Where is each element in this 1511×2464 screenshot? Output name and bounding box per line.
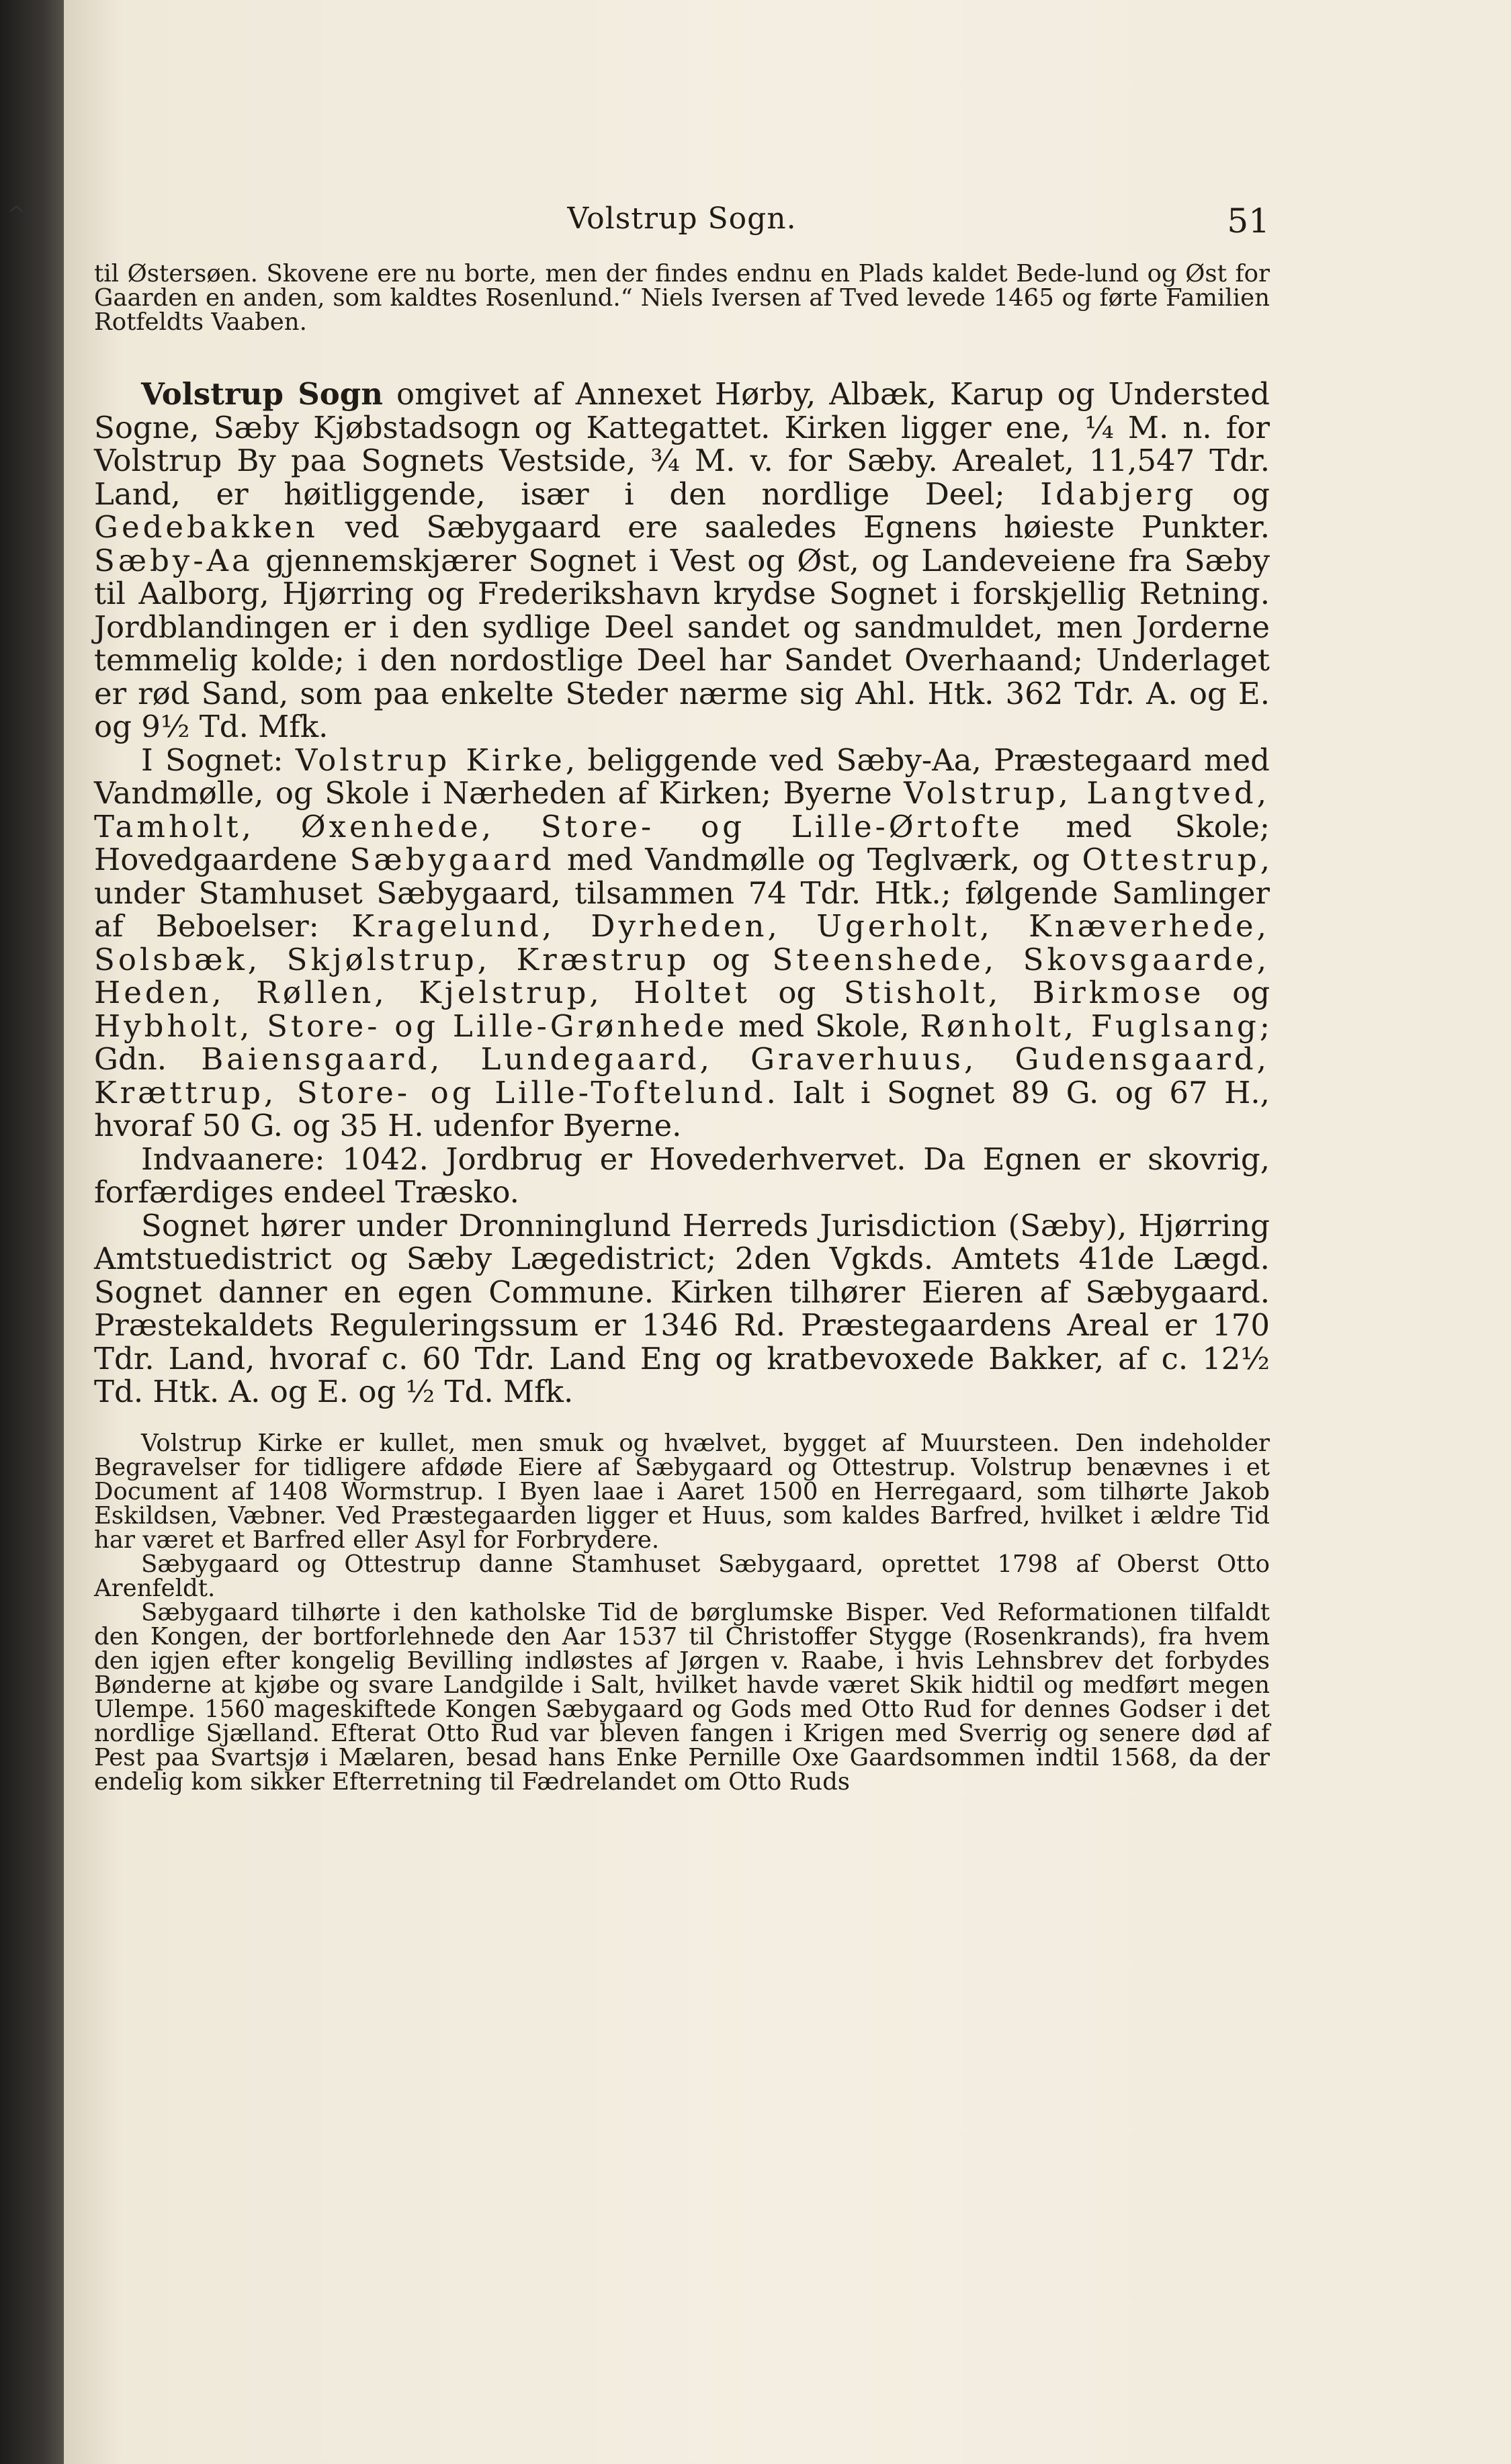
section-text: og [1197, 476, 1270, 512]
place-name: Hybholt, Store- og Lille-Grønhede [94, 1008, 728, 1044]
page-header [94, 202, 1270, 262]
note-paragraph: Sæbygaard og Ottestrup danne Stamhuset Sæbygaard, oprettet 1798 af Oberst Otto Arenfeldt. [94, 1550, 1270, 1602]
sogn-text: I Sognet: [141, 742, 296, 778]
place-name: Stisholt, Birkmose [843, 975, 1205, 1010]
place-name: Volstrup Kirke [295, 742, 566, 778]
sogn-text: og [689, 941, 773, 977]
sogn-text: ; Gdn. [94, 1008, 1270, 1077]
section-text: omgivet af Annexet Hørby, Albæk, Karup og Understed Sogne, Sæby Kjøbstadsogn og Kattegattet. Kirken ligger ene, ¼ M. n. for Volstrup By paa Sognets Vestside, ¾ M. v. for Sæby. Arealet, 11,547 Tdr. Land, er høitliggende, især i den nordlige Deel; [94, 376, 1270, 512]
section-heading: Volstrup Sogn [141, 376, 383, 412]
place-name: Idabjerg [1040, 476, 1197, 512]
sogn-text: med Skole, [728, 1008, 920, 1044]
book-binding [0, 0, 64, 2464]
note-paragraph: Volstrup Kirke er kullet, men smuk og hvælvet, bygget af Muursteen. Den indeholder Begravelser for tidligere afdøde Eiere af Sæbygaard og Ottestrup. Volstrup benævnes i et Document af 1408 Wormstrup. I Byen laae i Aaret 1500 en Herregaard, som tilhørte Jakob Eskildsen, Væbner. Ved Præstegaarden ligger et Huus, som kaldes Barfred, hvilket i ældre Tid har været et Barfred eller Asyl for Forbrydere. [94, 1429, 1270, 1554]
running-title: Volstrup Sogn. [567, 202, 797, 236]
sogn-text: med Vandmølle og Teglværk, og [554, 842, 1082, 877]
population-paragraph: Indvaanere: 1042. Jordbrug er Hovederhvervet. Da Egnen er skovrig, forfærdiges endeel Træsko. [94, 1141, 1270, 1210]
book-page [64, 0, 1511, 2464]
place-name: Volstrup, Langtved, Tamholt, Øxenhede, Store- og Lille-Ørtofte [94, 775, 1270, 844]
place-name: Sæby-Aa [94, 542, 253, 578]
intro-paragraph [94, 262, 1270, 335]
note-paragraph: Sæbygaard tilhørte i den katholske Tid de børglumske Bisper. Ved Reformationen tilfaldt den Kongen, der bortforlehnede den Aar 1537 til Christoffer Stygge (Rosenkrands), fra hvem den igjen efter kongelig Bevilling indløstes af Jørgen v. Raabe, i hvis Lehnsbrev det forbydes Bønderne at kjøbe og svare Landgilde i Salt, hvilket havde været Skik hidtil og medført megen Ulempe. 1560 mageskiftede Kongen Sæbygaard og Gods med Otto Rud for dennes Godser i det nordlige Sjælland. Efterat Otto Rud var bleven fangen i Krigen med Sverrig og senere død af Pest paa Svartsjø i Mælaren, besad hans Enke Pernille Oxe Gaardsommen indtil 1568, da der endelig kom sikker Efterretning til Fædrelandet om Otto Ruds [94, 1598, 1270, 1796]
place-name: Ottestrup [1082, 842, 1260, 877]
intro-line: lund og Øst for Gaarden en anden, som kaldtes Rosenlund.“ Niels Iversen af [94, 260, 1270, 312]
intro-line: Tved levede 1465 og førte Familien Rotfeldts Vaaben. [94, 284, 1270, 336]
place-name: Steenshede, Skovsgaarde, Heden, Røllen, Kjelstrup, Holtet [94, 941, 1270, 1010]
section-text: gjennemskjærer Sognet i Vest og Øst, og Landeveiene fra Sæby til Aalborg, Hjørring og Frederikshavn krydse Sognet i forskjellig Retning. Jordblandingen er i den sydlige Deel sandet og sandmuldet, men Jorderne temmelig kolde; i den nordostlige Deel har Sandet Overhaand; Underlaget er rød Sand, som paa enkelte Steder nærme sig Ahl. Htk. 362 Tdr. A. og E. og 9½ Td. Mfk. [94, 542, 1270, 744]
sogn-text: og [750, 975, 844, 1010]
page-number: 51 [1227, 202, 1270, 240]
place-name: Baiensgaard, Lundegaard, Graverhuus, Gudensgaard, Krættrup, Store- og Lille-Toftelund [94, 1041, 1270, 1110]
section-text: ved Sæbygaard ere saaledes Egnens høieste Punkter. [318, 509, 1270, 545]
sogn-text: . Ialt i Sognet 89 G. og 67 H., hvoraf 50 G. og 35 H. udenfor Byerne. [94, 1074, 1270, 1143]
page-content [94, 202, 1270, 1794]
place-name: Sæbygaard [349, 842, 555, 877]
sogn-text: , beliggende ved Sæby-Aa, Præstegaard med Vandmølle, og Skole i Nærheden af Kirken; Byerne [94, 742, 1270, 811]
section-paragraph [94, 378, 1270, 744]
place-name: Gedebakken [94, 509, 318, 545]
place-name: Rønholt, Fuglsang [920, 1008, 1260, 1044]
sogn-text: og [1204, 975, 1270, 1010]
sogn-paragraph [94, 744, 1270, 1143]
margin-mark: ^ [7, 202, 26, 228]
sogn-text: , under Stamhuset Sæbygaard, tilsammen 74 Tdr. Htk.; følgende Samlinger af Beboelser: [94, 842, 1270, 944]
place-name: Kragelund, Dyrheden, Ugerholt, Knæverhede, Solsbæk, Skjølstrup, Kræstrup [94, 908, 1270, 977]
sogn-text: med Skole; Hovedgaardene [94, 808, 1270, 877]
jurisdiction-paragraph: Sognet hører under Dronninglund Herreds Jurisdiction (Sæby), Hjørring Amtstuedistrict og Sæby Lægedistrict; 2den Vgkds. Amtets 41de Lægd. Sognet danner en egen Commune. Kirken tilhører Eieren af Sæbygaard. Præstekaldets Reguleringssum er 1346 Rd. Præstegaardens Areal er 170 Tdr. Land, hvoraf c. 60 Tdr. Land Eng og kratbevoxede Bakker, af c. 12½ Td. Htk. A. og E. og ½ Td. Mfk. [94, 1207, 1270, 1409]
intro-line: til Østersøen. Skovene ere nu borte, men der findes endnu en Plads kaldet Bede- [94, 260, 1086, 288]
